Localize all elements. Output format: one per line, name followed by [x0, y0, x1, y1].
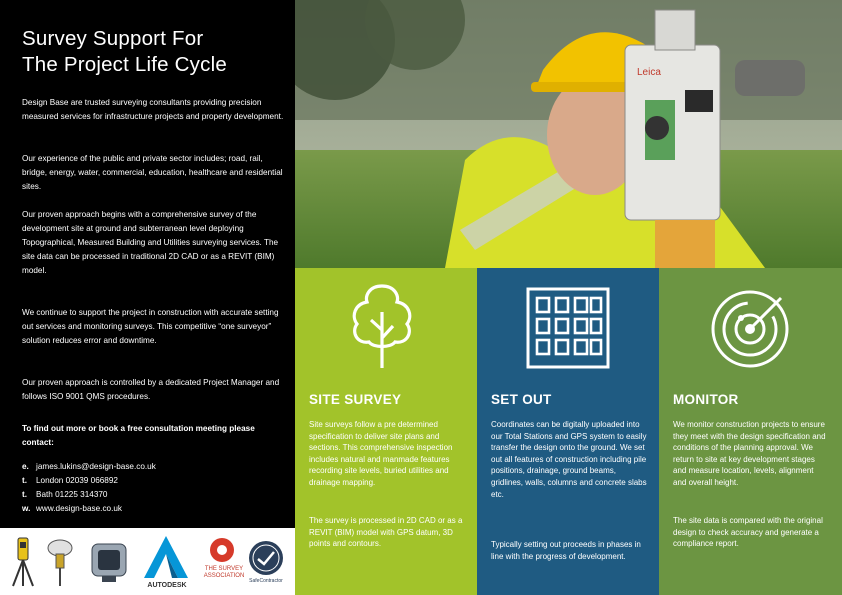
page-title — [22, 26, 227, 78]
monitor-text-2: The site data is compared with the original design to check accuracy and generate a compliance report. — [673, 516, 823, 549]
contact-email[interactable]: e. james.lukins@design-base.co.uk — [22, 462, 156, 471]
survey-association-logo-icon — [208, 536, 236, 564]
title-line-1: Survey Support For — [22, 27, 204, 50]
set-out-panel — [477, 268, 659, 595]
tree-icon — [347, 282, 417, 372]
laser-scanner-icon — [88, 540, 130, 584]
autodesk-logo-icon — [142, 534, 190, 580]
site-survey-text-1: Site surveys follow a pre determined specification to deliver site plans and sections. This comprehensive inspection includes natural and manmade features recording site levels, buried utilities and drainage mapping. — [309, 420, 453, 487]
gps-receiver-icon — [46, 538, 74, 586]
svg-text:Leica: Leica — [637, 67, 661, 78]
intro-paragraph-2: Our experience of the public and private sector includes; road, rail, bridge, energy, water, commercial, education, healthcare and residential sites. — [22, 154, 283, 191]
contact-phone-london[interactable]: t. London 02039 066892 — [22, 476, 118, 485]
total-station-icon — [10, 536, 36, 588]
survey-association-wordmark: THE SURVEY ASSOCIATION — [203, 566, 245, 579]
title-line-2: The Project Life Cycle — [22, 53, 227, 76]
intro-paragraph-3: Our proven approach begins with a comprehensive survey of the development site at ground and subterranean level deploying Topographical, Measured Building and Utilities surveying services. The site data can be processed in traditional 2D CAD or as a REVIT (BIM) model. — [22, 210, 279, 275]
intro-paragraph-1: Design Base are trusted surveying consultants providing precision measured services for infrastructure projects and property development. — [22, 98, 284, 121]
intro-paragraph-5: Our proven approach is controlled by a dedicated Project Manager and follows ISO 9001 QMS procedures. — [22, 378, 280, 401]
site-survey-text-2: The survey is processed in 2D CAD or as a REVIT (BIM) model with GPS datum, 3D points and contours. — [309, 516, 463, 549]
set-out-text-2: Typically setting out proceeds in phases in line with the progress of development. — [491, 540, 641, 561]
set-out-heading: SET OUT — [491, 392, 552, 407]
building-icon — [525, 286, 611, 370]
set-out-text-1: Coordinates can be digitally uploaded into our Total Stations and GPS system to easily transfer the design onto the ground. We set out all features of construction including pile positions, drainage, ground beams, gridlines, walls, columns and concrete slabs etc. — [491, 420, 647, 499]
site-survey-panel — [295, 268, 477, 595]
surveyor-photo — [295, 0, 842, 268]
site-survey-heading: SITE SURVEY — [309, 392, 402, 407]
contact-phone-bath[interactable]: t. Bath 01225 314370 — [22, 490, 108, 499]
monitor-heading: MONITOR — [673, 392, 739, 407]
intro-column — [0, 0, 295, 528]
contact-call-to-action: To find out more or book a free consultation meeting please contact: — [22, 424, 255, 447]
autodesk-wordmark: AUTODESK — [147, 582, 187, 589]
safecontractor-wordmark: SafeContractor — [249, 578, 283, 584]
surveyor-photo-illustration — [295, 0, 842, 268]
partner-logo-strip — [0, 528, 295, 595]
monitor-text-1: We monitor construction projects to ensure they meet with the design specification and conditions of the planning approval. We return to site at key development stages and measure location, levels, alignment and overall height. — [673, 420, 826, 487]
contact-website[interactable]: w. www.design-base.co.uk — [22, 504, 123, 513]
safecontractor-badge-icon — [248, 540, 284, 576]
contact-list — [22, 460, 156, 516]
target-icon — [709, 288, 791, 370]
intro-paragraph-4: We continue to support the project in construction with accurate setting out services and monitoring surveys. This competitive “one surveyor” solution reduces error and downtime. — [22, 308, 279, 345]
monitor-panel — [659, 268, 842, 595]
